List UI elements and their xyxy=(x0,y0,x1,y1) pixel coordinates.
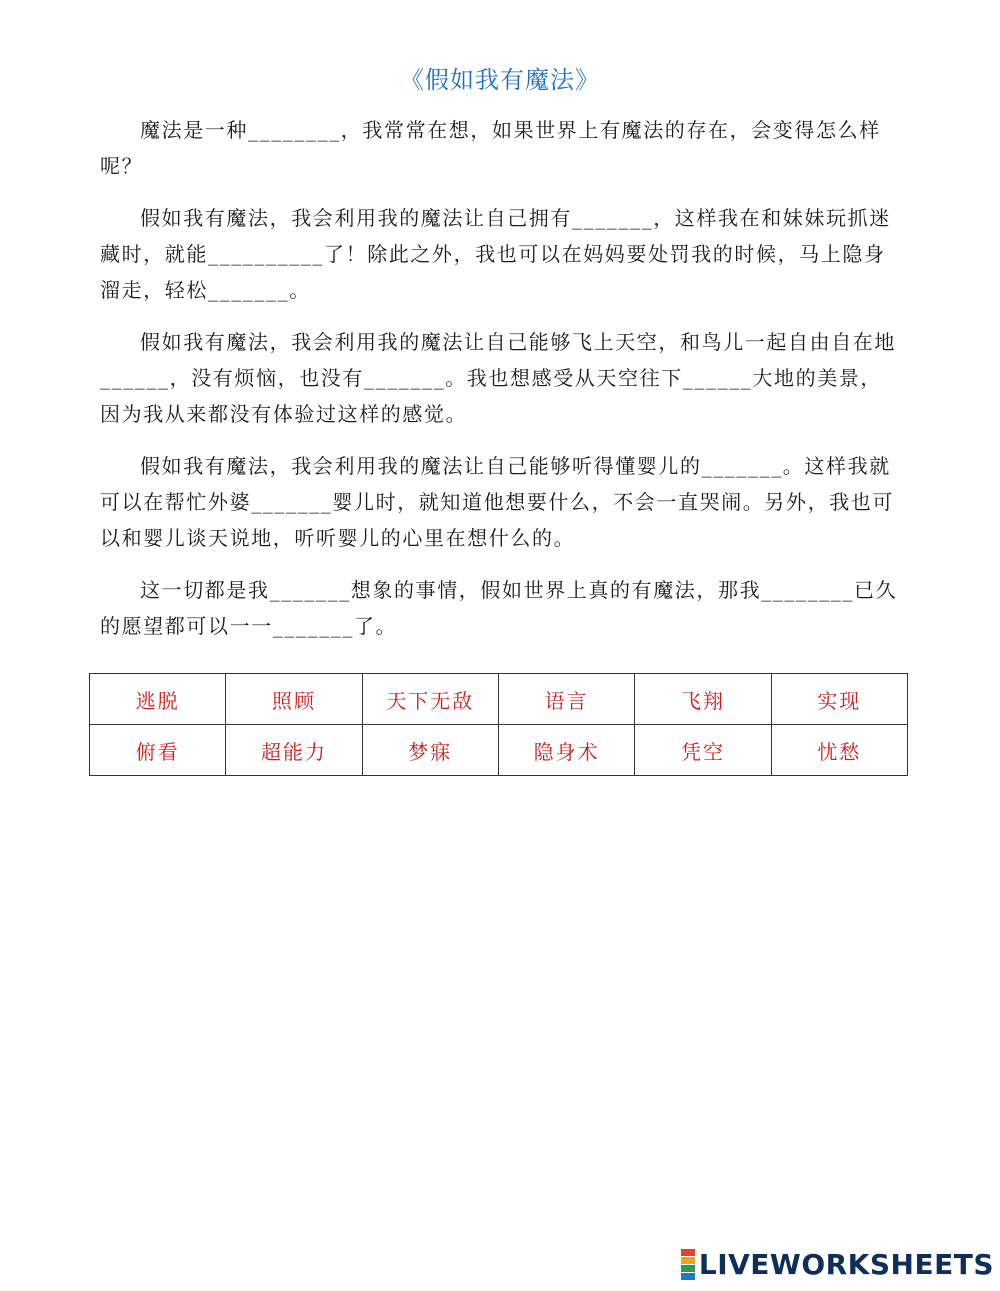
word-bank-cell[interactable]: 超能力 xyxy=(226,725,362,776)
word-bank-cell[interactable]: 梦寐 xyxy=(362,725,498,776)
worksheet-title: 《假如我有魔法》 xyxy=(400,66,600,94)
word-bank-cell[interactable]: 忧愁 xyxy=(771,725,907,776)
paragraph-2: 假如我有魔法，我会利用我的魔法让自己拥有_______，这样我在和妹妹玩抓迷藏时，就能__________了！除此之外，我也可以在妈妈要处罚我的时候，马上隐身溜走，轻松_______。 xyxy=(100,206,891,302)
paragraph-5: 这一切都是我_______想象的事情，假如世界上真的有魔法，那我________已久的愿望都可以一一_______了。 xyxy=(100,578,898,638)
brand-name: LIVEWORKSHEETS xyxy=(698,1248,994,1281)
word-bank-cell[interactable]: 语言 xyxy=(498,674,634,725)
word-bank-cell[interactable]: 飞翔 xyxy=(635,674,771,725)
paragraph-4: 假如我有魔法，我会利用我的魔法让自己能够听得懂婴儿的_______。这样我就可以在帮忙外婆_______婴儿时，就知道他想要什么，不会一直哭闹。另外，我也可以和婴儿谈天说地，听听婴儿的心里在想什么的。 xyxy=(100,454,894,550)
word-bank-cell[interactable]: 逃脱 xyxy=(90,674,226,725)
logo-stripe xyxy=(681,1273,695,1280)
word-bank-cell[interactable]: 实现 xyxy=(771,674,907,725)
passage xyxy=(100,112,900,660)
word-bank-cell[interactable]: 照顾 xyxy=(226,674,362,725)
word-bank-table xyxy=(89,673,908,776)
liveworksheets-logo-icon xyxy=(681,1249,695,1280)
paragraph-1: 魔法是一种________，我常常在想，如果世界上有魔法的存在，会变得怎么样呢？ xyxy=(100,118,881,178)
logo-stripe xyxy=(681,1257,695,1264)
word-bank-cell[interactable]: 隐身术 xyxy=(498,725,634,776)
word-bank-row xyxy=(90,725,908,776)
word-bank-cell[interactable]: 俯看 xyxy=(90,725,226,776)
word-bank-cell[interactable]: 天下无敌 xyxy=(362,674,498,725)
word-bank-cell[interactable]: 凭空 xyxy=(635,725,771,776)
logo-stripe xyxy=(681,1249,695,1256)
liveworksheets-brand xyxy=(681,1248,994,1281)
logo-stripe xyxy=(681,1265,695,1272)
word-bank-row xyxy=(90,674,908,725)
paragraph-3: 假如我有魔法，我会利用我的魔法让自己能够飞上天空，和鸟儿一起自由自在地______，没有烦恼，也没有_______。我也想感受从天空往下______大地的美景，因为我从来都没有体验过这样的感觉。 xyxy=(100,330,896,426)
